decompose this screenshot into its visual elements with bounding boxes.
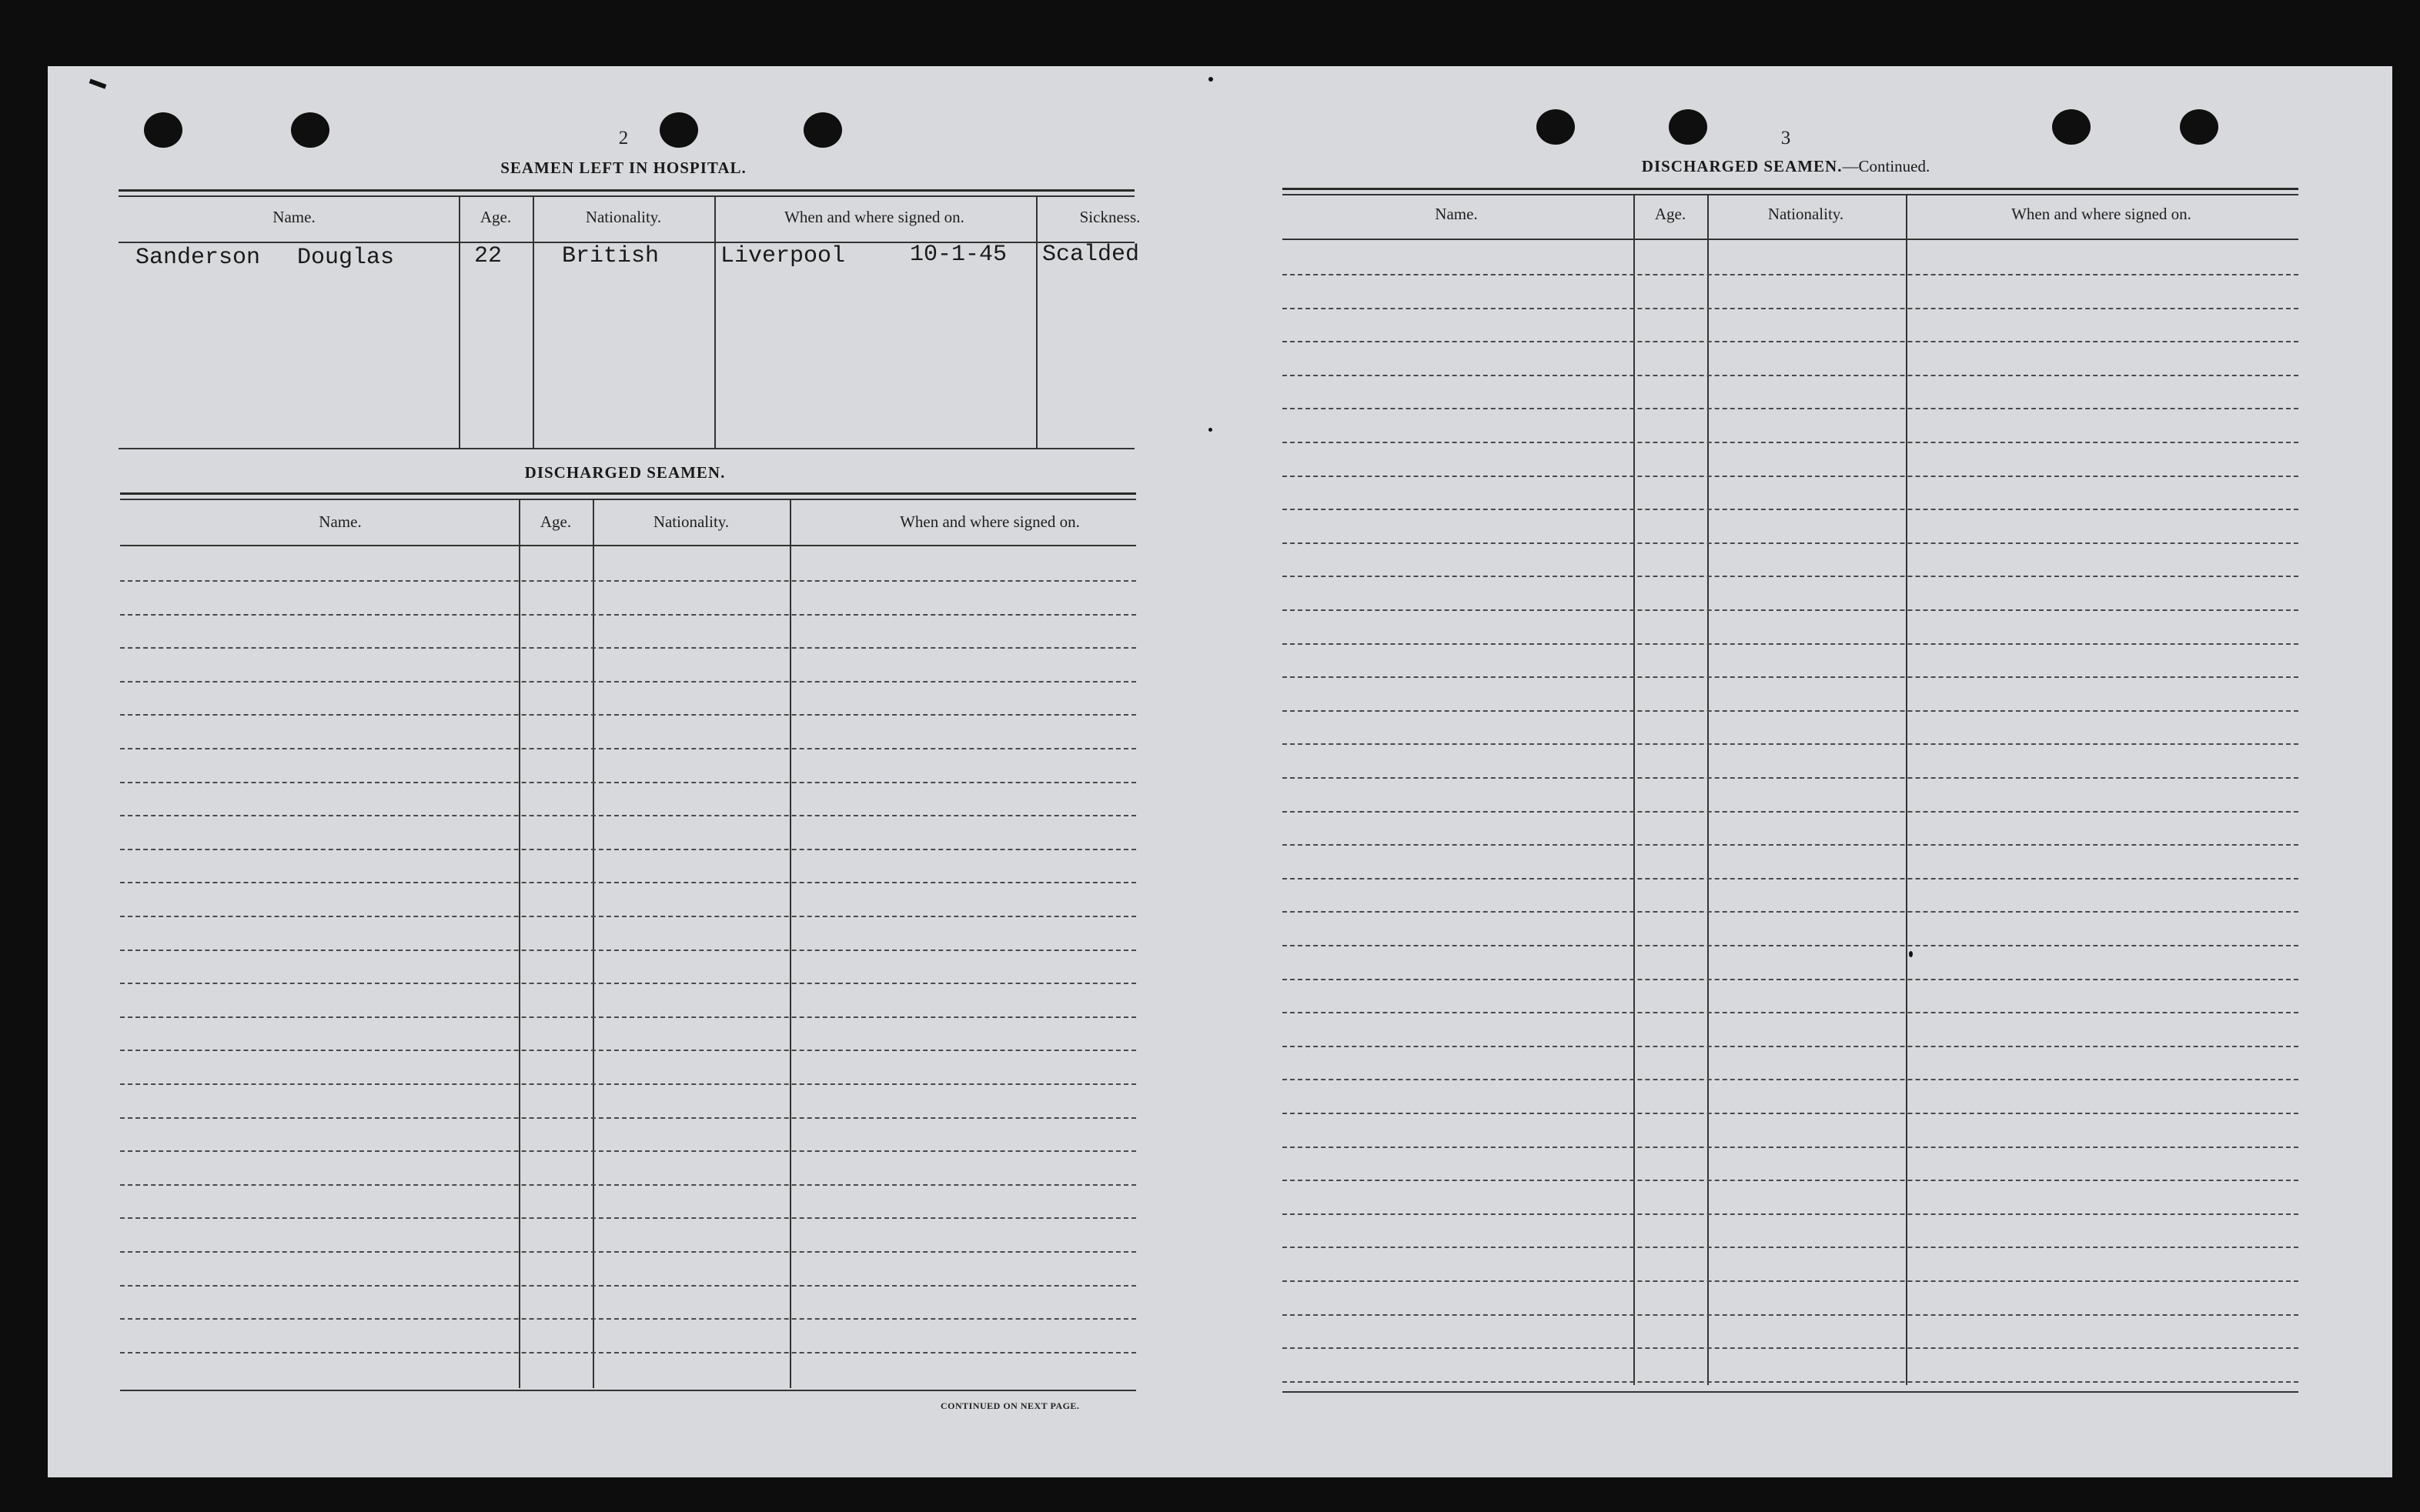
column-header-nationality: Nationality.: [585, 208, 662, 226]
ledger-row: [120, 1184, 1136, 1186]
right-page: [1218, 66, 2392, 1477]
ledger-row: [1282, 1180, 2298, 1181]
punch-hole: [1669, 109, 1707, 145]
ledger-row: [120, 1050, 1136, 1051]
ledger-row: [120, 882, 1136, 883]
ledger-row: [120, 647, 1136, 649]
ledger-row: [1282, 408, 2298, 409]
ledger-row: [1282, 308, 2298, 309]
page-number: 3: [1780, 128, 1791, 149]
speck-mark: [1208, 428, 1212, 432]
column-header-name: Name.: [272, 208, 316, 226]
ledger-row: [1282, 1280, 2298, 1282]
ledger-sheet: [48, 66, 2392, 1477]
section-title-suffix: —Continued.: [1842, 157, 1930, 175]
section-title-text: DISCHARGED SEAMEN.: [1641, 157, 1843, 175]
column-header-sickness: Sickness.: [1079, 208, 1141, 226]
ledger-row: [120, 748, 1136, 749]
ledger-row: [1282, 911, 2298, 913]
column-header-signed-on: When and where signed on.: [2011, 205, 2191, 223]
ledger-row: [1282, 1012, 2298, 1013]
empty-rows: [120, 492, 1136, 1393]
column-header-age: Age.: [540, 512, 572, 531]
ledger-row: [1282, 1213, 2298, 1215]
entry-given-name: Douglas: [297, 245, 395, 271]
ledger-row: [1282, 509, 2298, 510]
entry-surname: Sanderson: [135, 245, 261, 271]
ledger-row: [120, 1251, 1136, 1253]
ledger-row: [120, 1217, 1136, 1219]
ledger-row: [120, 1318, 1136, 1320]
left-page: [48, 66, 1218, 1477]
ledger-row: [120, 1016, 1136, 1018]
ledger-row: [120, 983, 1136, 984]
page-number: 2: [618, 128, 629, 149]
empty-rows: [1282, 188, 2298, 1390]
punch-hole: [1536, 109, 1575, 145]
ledger-row: [1282, 743, 2298, 745]
ledger-row: [120, 1285, 1136, 1287]
column-header-age: Age.: [1654, 205, 1686, 223]
punch-hole: [804, 112, 842, 148]
ledger-row: [120, 1150, 1136, 1152]
column-header-age: Age.: [480, 208, 512, 226]
column-header-nationality: Nationality.: [653, 512, 730, 531]
discharged-section-title: DISCHARGED SEAMEN.: [524, 463, 726, 482]
ledger-row: [1282, 979, 2298, 980]
ledger-row: [1282, 878, 2298, 879]
ledger-row: [1282, 676, 2298, 678]
ledger-row: [1282, 576, 2298, 577]
ledger-row: [1282, 1347, 2298, 1349]
ledger-row: [120, 815, 1136, 816]
ledger-row: [120, 950, 1136, 951]
entry-nationality: British: [562, 243, 660, 269]
discharged-table-left: [120, 492, 1136, 1393]
ledger-row: [1282, 1247, 2298, 1248]
speck-mark: [1208, 77, 1213, 82]
ledger-row: [1282, 710, 2298, 712]
hospital-section-title: SEAMEN LEFT IN HOSPITAL.: [500, 159, 747, 177]
ledger-row: [1282, 1381, 2298, 1383]
ledger-row: [120, 782, 1136, 783]
ledger-row: [120, 1117, 1136, 1119]
ledger-row: [1282, 476, 2298, 477]
ledger-row: [120, 916, 1136, 917]
column-header-name: Name.: [319, 512, 362, 531]
ledger-row: [1282, 1147, 2298, 1148]
speck-mark: [1909, 951, 1913, 957]
ledger-row: [1282, 643, 2298, 645]
discharged-continued-title: [1642, 157, 1930, 176]
column-header-name: Name.: [1435, 205, 1478, 223]
entry-age: 22: [474, 243, 503, 269]
entry-signed-on-date: 10-1-45: [910, 242, 1008, 268]
ledger-row: [120, 681, 1136, 683]
ledger-row: [120, 1083, 1136, 1085]
punch-hole: [144, 112, 182, 148]
punch-hole: [291, 112, 329, 148]
ledger-row: [1282, 811, 2298, 813]
column-header-nationality: Nationality.: [1767, 205, 1844, 223]
ledger-row: [1282, 442, 2298, 443]
ledger-row: [1282, 777, 2298, 779]
ledger-row: [1282, 341, 2298, 342]
discharged-table-right: [1282, 188, 2298, 1390]
ledger-row: [1282, 1113, 2298, 1114]
ledger-row: [120, 580, 1136, 582]
ledger-row: [120, 1352, 1136, 1353]
entry-signed-on-place: Liverpool: [720, 243, 846, 269]
ledger-row: [120, 714, 1136, 716]
ledger-row: [1282, 542, 2298, 544]
ledger-row: [1282, 274, 2298, 275]
ledger-row: [120, 849, 1136, 850]
ledger-row: [1282, 609, 2298, 611]
ledger-row: [1282, 844, 2298, 846]
column-header-signed-on: When and where signed on.: [900, 512, 1080, 531]
ledger-row: [1282, 945, 2298, 946]
bottom-rule: [1282, 1391, 2298, 1394]
punch-hole: [2052, 109, 2091, 145]
punch-hole: [660, 112, 698, 148]
entry-sickness: Scalded: [1042, 242, 1140, 268]
ledger-row: [1282, 1314, 2298, 1316]
column-header-signed-on: When and where signed on.: [784, 208, 964, 226]
ledger-row: [1282, 1079, 2298, 1080]
punch-hole: [2180, 109, 2218, 145]
continued-note: CONTINUED ON NEXT PAGE.: [941, 1400, 1080, 1411]
ledger-row: [120, 614, 1136, 616]
ledger-row: [1282, 375, 2298, 376]
ledger-row: [1282, 1046, 2298, 1047]
